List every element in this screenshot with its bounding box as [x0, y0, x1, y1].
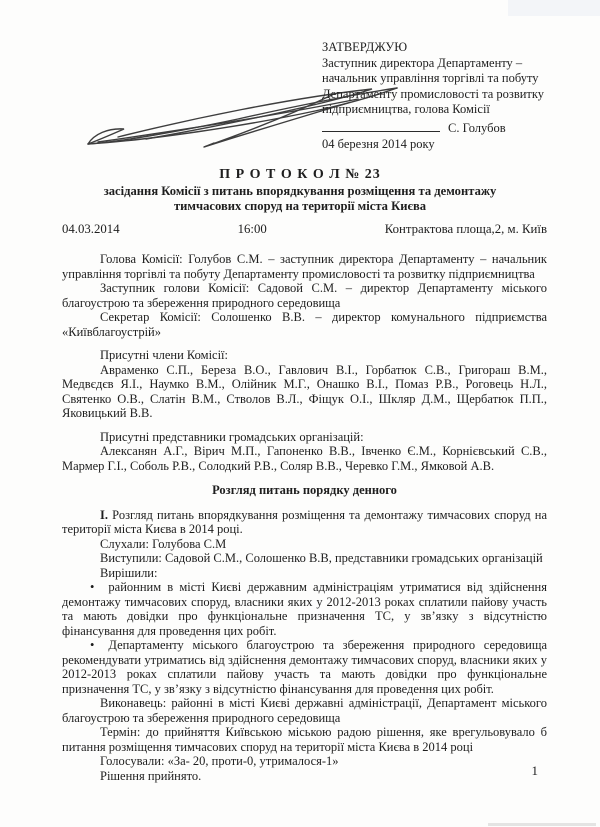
signer-name: С. Голубов [448, 120, 506, 135]
term-line: Термін: до прийняття Київською міською радою рішення, яке врегульовувало б питання розміщення тимчасових споруд на території міста Києва в 2014 році [62, 725, 547, 754]
scan-smudge-top [508, 0, 600, 16]
approval-line-2: начальник управління торгівлі та побуту [322, 71, 539, 86]
decision-item-2 [62, 638, 547, 696]
approval-label: ЗАТВЕРДЖУЮ [322, 40, 408, 54]
title-block [0, 166, 600, 215]
approval-block [322, 40, 574, 152]
doc-subtitle-2: тимчасових споруд на території міста Києва [173, 199, 427, 214]
document-body [62, 252, 547, 783]
meta-time: 16:00 [237, 222, 267, 236]
decision-text-2: Департаменту міського благоустрою та збереження природного середовища рекомендувати утриматись від здійснення демонтажу тимчасових споруд, власники яких у 2012-2013 роках сплатили пайову участь та мають довідки про функціональне призначення ТС, у зв’язку з відсутністю фінансування для проведення цих робіт. [62, 638, 547, 696]
bullet-icon: • [90, 580, 95, 594]
bullet-icon: • [90, 638, 95, 652]
orgs-list: Алексанян А.Г., Вірич М.П., Гапоненко В.В., Івченко Є.М., Корнієвський С.В., Мармер Г.І., Соболь Р.В., Солодкий Р.В., Соляр В.В., Черевко Г.М., Ямковой А.В. [62, 444, 547, 473]
decided-label: Вирішили: [100, 565, 158, 580]
meta-date: 04.03.2014 [62, 222, 120, 236]
paragraph-commission-deputy: Заступник голови Комісії: Садовой С.М. – директор Департаменту міського благоустрою та збереження природного середовища [62, 281, 547, 310]
agenda-item-number: І. [100, 507, 108, 522]
meta-place: Контрактова площа,2, м. Київ [384, 222, 547, 236]
members-label: Присутні члени Комісії: [100, 348, 229, 362]
spoke-line: Виступили: Садовой С.М., Солошенко В.В, представники громадських організацій [100, 551, 543, 565]
approval-line-3: Департаменту промисловості та розвитку [322, 86, 545, 101]
signature-row [322, 120, 574, 137]
members-list: Авраменко С.П., Береза В.О., Гавлович В.І., Горбатюк С.В., Григораш В.М., Медвєдєв Я.І., Наумко В.М., Олійник М.Г., Онашко В.І., Помаз Р.В., Роговець Н.Л., Святенко О.В., Слатін В.М., Стволов В.Л., Фіщук О.І., Шкляр Д.М., Щербатюк П.П., Яковицький В.В. [62, 362, 547, 420]
agenda-item-1 [62, 508, 547, 537]
doc-subtitle-1: засідання Комісії з питань впорядкування розміщення та демонтажу [103, 184, 497, 198]
doc-title: П Р О Т О К О Л № 23 [219, 167, 381, 182]
resolution-line: Рішення прийнято. [100, 768, 202, 783]
meta-row [62, 222, 547, 237]
signature-line [322, 120, 440, 132]
decision-item-1 [62, 580, 547, 638]
agenda-heading: Розгляд питань порядку денного [212, 483, 397, 497]
heard-line: Слухали: Голубова С.М [100, 536, 227, 551]
agenda-item-title: Розгляд питань впорядкування розміщення та демонтажу тимчасових споруд на території міста Києва в 2014 році. [62, 507, 547, 536]
paragraph-commission-head: Голова Комісії: Голубов С.М. – заступник директора Департаменту – начальник управління торгівлі та побуту Департаменту промисловості та розвитку підприємництва [62, 252, 547, 281]
paragraph-commission-secretary: Секретар Комісії: Солошенко В.В. – директор комунального підприємства «Київблагоустрій» [62, 310, 547, 339]
page-number: 1 [531, 763, 538, 778]
approval-line-1: Заступник директора Департаменту – [322, 55, 523, 70]
decision-text-1: районним в місті Києві державним адміністраціям утриматися від здійснення демонтажу тимчасових споруд, власники яких у 2012-2013 роках сплатили пайову участь та мають довідки про функціональне призначення ТС, у зв’язку з відсутністю фінансування для проведення цих робіт. [62, 580, 547, 638]
executor-line: Виконавець: районні в місті Києві державні адміністрації, Департамент міського благоустрою та збереження природного середовища [62, 696, 547, 725]
approval-line-4: підприємництва, голова Комісії [322, 102, 490, 117]
orgs-label: Присутні представники громадських організацій: [100, 429, 364, 444]
voting-line: Голосували: «За- 20, проти-0, утрималося-1» [100, 754, 339, 768]
approval-date: 04 березня 2014 року [322, 136, 435, 151]
scan-smudge-bottom [488, 823, 596, 826]
